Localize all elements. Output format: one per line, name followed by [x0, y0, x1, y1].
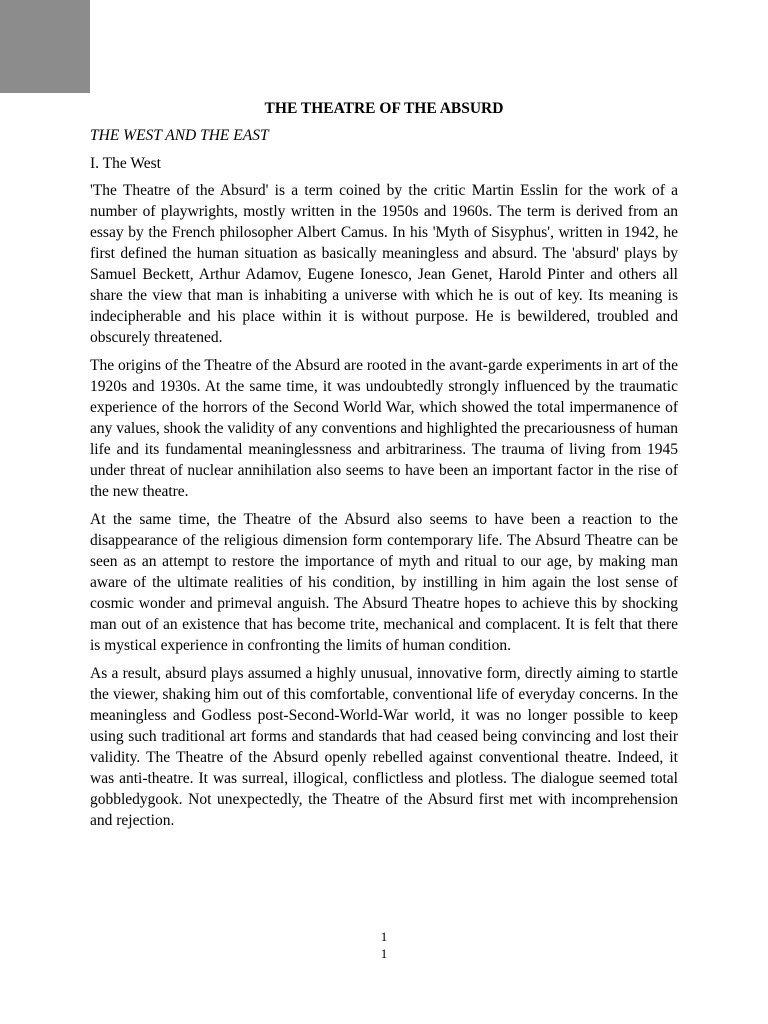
page-number-top: 1 — [380, 929, 388, 944]
paragraph-1: 'The Theatre of the Absurd' is a term coined by the critic Martin Esslin for the work of a number of playwrights, mostly written in the 1950s and 1960s. The term is derived from an essay by the French philosopher Albert Camus. In his 'Myth of Sisyphus', written in 1942, he first defined the human situation as basically meaningless and absurd. The 'absurd' plays by Samuel Beckett, Arthur Adamov, Eugene Ionesco, Jean Genet, Harold Pinter and others all share the view that man is inhabiting a universe with which he is out of key. Its meaning is indecipherable and his place within it is without purpose. He is bewildered, troubled and obscurely threatened. — [90, 182, 678, 346]
corner-gray-block — [0, 0, 90, 93]
page-number — [0, 928, 768, 962]
document-subtitle: THE WEST AND THE EAST — [90, 127, 269, 144]
paragraph-2: The origins of the Theatre of the Absurd are rooted in the avant-garde experiments in art of the 1920s and 1930s. At the same time, it was undoubtedly strongly influenced by the traumatic experience of the horrors of the Second World War, which showed the total impermanence of any values, shook the validity of any conventions and highlighted the precariousness of human life and its fundamental meaninglessness and arbitrariness. The trauma of living from 1945 under threat of nuclear annihilation also seems to have been an important factor in the rise of the new theatre. — [90, 357, 679, 500]
section-heading: I. The West — [90, 155, 161, 172]
document-title: THE THEATRE OF THE ABSURD — [264, 100, 504, 117]
paragraph-3: At the same time, the Theatre of the Absurd also seems to have been a reaction to the disappearance of the religious dimension form contemporary life. The Absurd Theatre can be seen as an attempt to restore the importance of myth and ritual to our age, by making man aware of the ultimate realities of his condition, by instilling in him again the lost sense of cosmic wonder and primeval anguish. The Absurd Theatre hopes to achieve this by shocking man out of an existence that has become trite, mechanical and complacent. It is felt that there is mystical experience in confronting the limits of human condition. — [90, 511, 678, 654]
document-page — [90, 98, 678, 838]
page-number-bottom: 1 — [380, 946, 388, 961]
paragraph-4: As a result, absurd plays assumed a highly unusual, innovative form, directly aiming to startle the viewer, shaking him out of this comfortable, conventional life of everyday concerns. In the meaningless and Godless post-Second-World-War world, it was no longer possible to keep using such traditional art forms and standards that had ceased being convincing and lost their validity. The Theatre of the Absurd openly rebelled against conventional theatre. Indeed, it was anti-theatre. It was surreal, illogical, conflictless and plotless. The dialogue seemed total gobbledygook. Not unexpectedly, the Theatre of the Absurd first met with incomprehension and rejection. — [90, 665, 678, 829]
